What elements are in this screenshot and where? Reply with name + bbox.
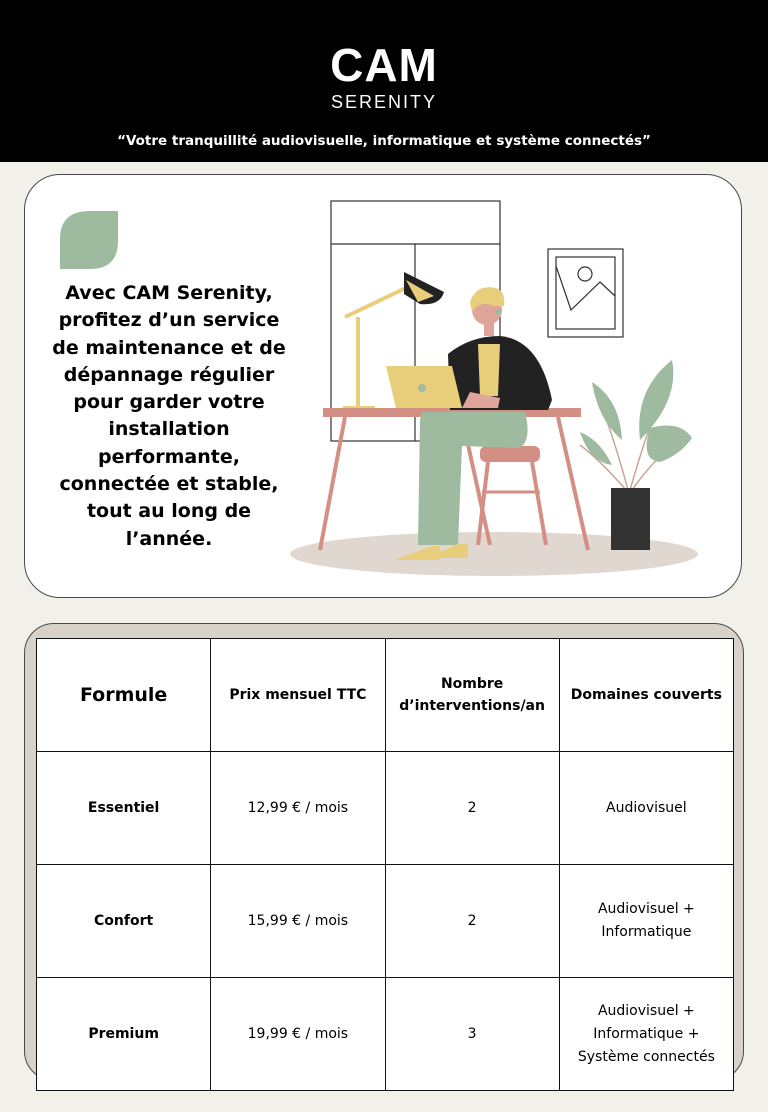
- tagline: “Votre tranquillité audiovisuelle, informatique et système connectés”: [117, 133, 651, 149]
- column-header-formule: Formule: [37, 639, 211, 752]
- cell-domaines: Audiovisuel: [559, 752, 733, 865]
- cell-interventions: 2: [385, 752, 559, 865]
- cell-prix: 15,99 € / mois: [211, 865, 385, 978]
- cell-interventions: 3: [385, 978, 559, 1091]
- table-row: [37, 752, 734, 865]
- table-header-row: [37, 639, 734, 752]
- intro-text: Avec CAM Serenity, profitez d’un service de maintenance et de dépannage régulier pour garder votre installation performante, connectée et stable, tout au long de l’année.: [52, 282, 286, 550]
- column-header-prix: Prix mensuel TTC: [211, 639, 385, 752]
- person-at-desk-illustration: [288, 196, 708, 581]
- cell-domaines: Audiovisuel + Informatique: [559, 865, 733, 978]
- leaf-icon: [60, 211, 118, 269]
- brand-logo-subname: SERENITY: [330, 92, 438, 112]
- cell-formule: Essentiel: [37, 752, 211, 865]
- cell-interventions: 2: [385, 865, 559, 978]
- cell-prix: 12,99 € / mois: [211, 752, 385, 865]
- cell-formule: Premium: [37, 978, 211, 1091]
- brand-logo-name: CAM: [330, 39, 438, 91]
- header: [0, 0, 768, 162]
- table-row: [37, 978, 734, 1091]
- column-header-domaines: Domaines couverts: [559, 639, 733, 752]
- cell-domaines: Audiovisuel + Informatique + Système connectés: [559, 978, 733, 1091]
- table-row: [37, 865, 734, 978]
- plans-table: [36, 638, 734, 1091]
- cell-formule: Confort: [37, 865, 211, 978]
- column-header-interventions: Nombre d’interventions/an: [385, 639, 559, 752]
- cell-prix: 19,99 € / mois: [211, 978, 385, 1091]
